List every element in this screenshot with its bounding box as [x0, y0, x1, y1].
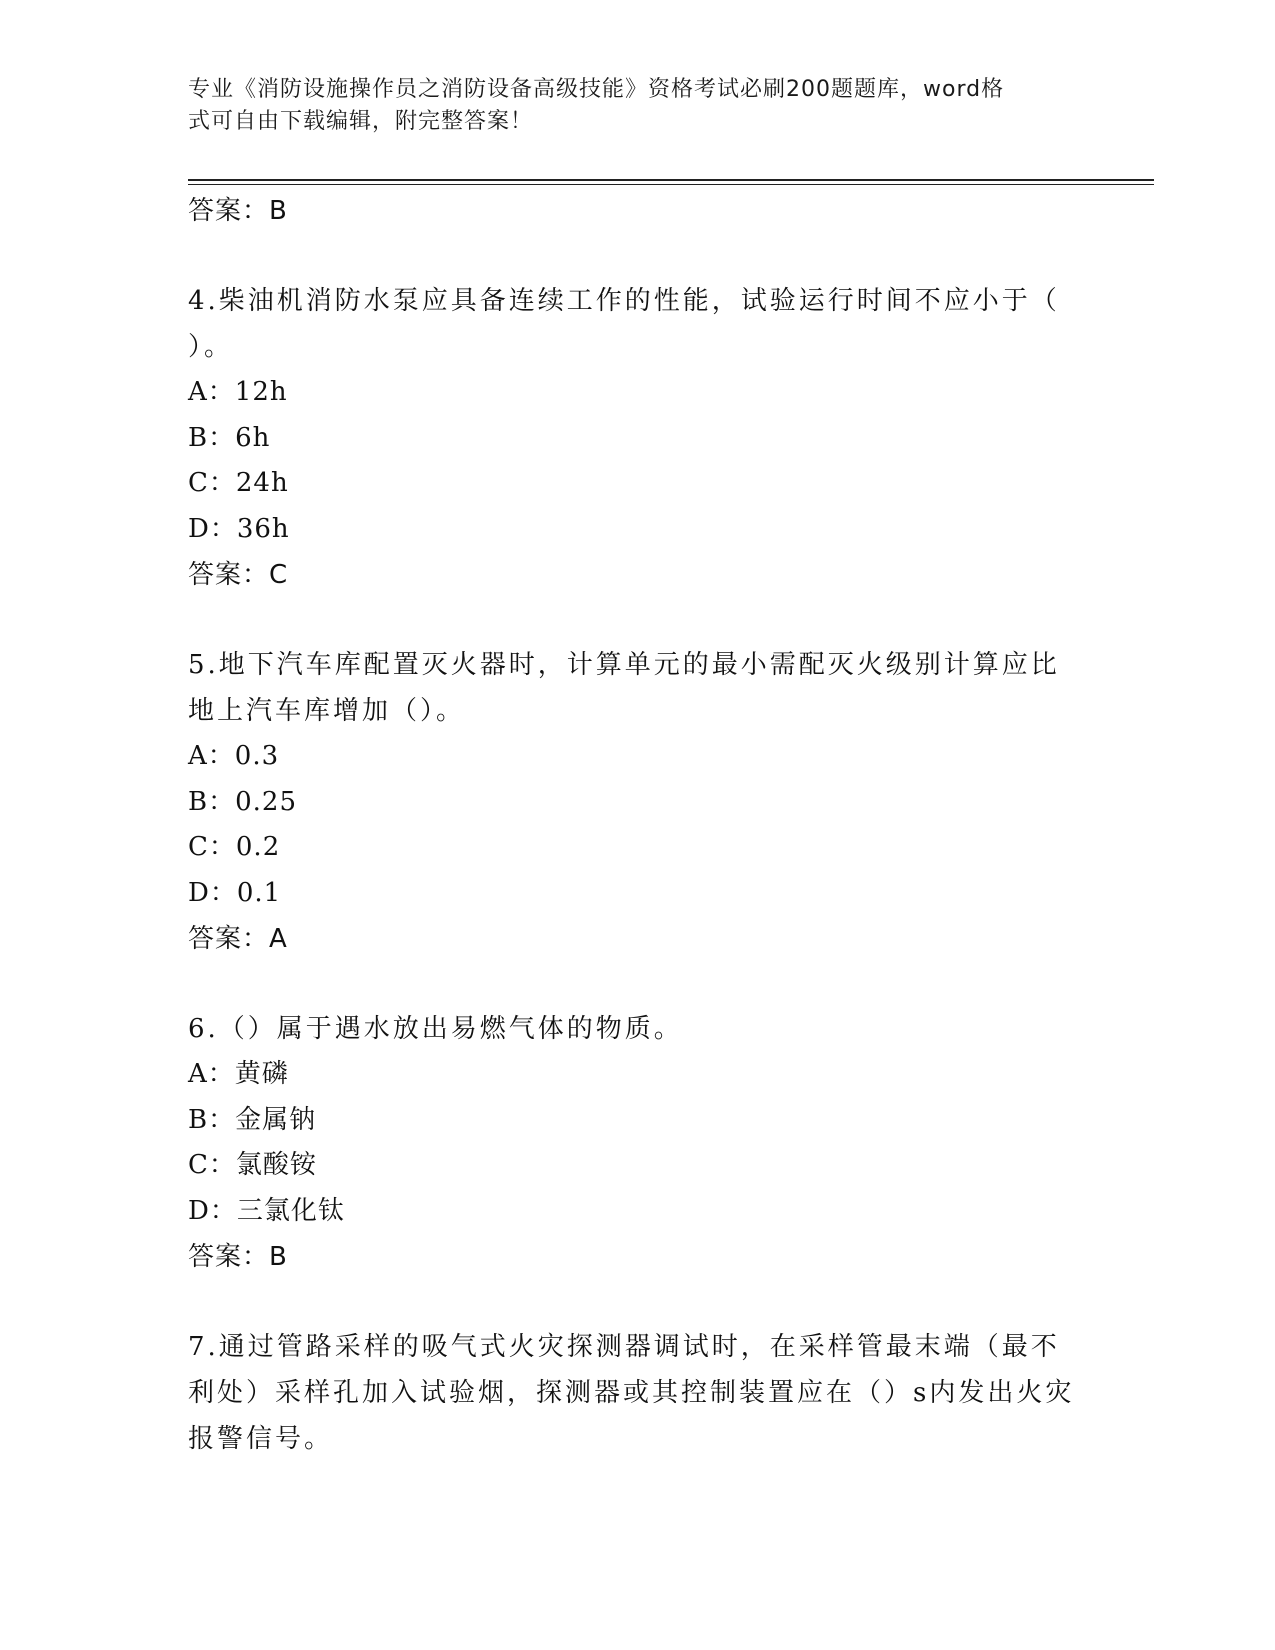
- question-block: [188, 1324, 1088, 1462]
- question-line: 利处）采样孔加入试验烟，探测器或其控制装置应在（）s内发出火灾: [188, 1378, 1075, 1408]
- option-b: B：0.25: [188, 786, 297, 817]
- header-line-2: 式可自由下载编辑，附完整答案！: [188, 109, 534, 134]
- question-block: [188, 1006, 1088, 1280]
- document-header: [188, 74, 1068, 138]
- question-line: ）。: [188, 332, 234, 362]
- header-rule-thick: [188, 179, 1154, 181]
- answer-line: 答案：B: [188, 1242, 288, 1272]
- question-text: [188, 278, 1088, 370]
- option-a: A：0.3: [188, 741, 280, 771]
- question-line: 7.通过管路采样的吸气式火灾探测器调试时，在采样管最末端（最不: [188, 1332, 1060, 1362]
- question-block: [188, 278, 1088, 598]
- answer-line: 答案：A: [188, 924, 288, 954]
- header-rule-thin: [188, 184, 1154, 185]
- option-c: C：24h: [188, 468, 289, 498]
- option-b: B：6h: [188, 422, 271, 453]
- option-d: D：36h: [188, 513, 290, 544]
- question-text: [188, 1324, 1088, 1462]
- question-line: 地上汽车库增加（）。: [188, 696, 466, 726]
- answer-line: 答案：C: [188, 560, 289, 590]
- option-c: C：氯酸铵: [188, 1150, 317, 1180]
- question-line: 6.（）属于遇水放出易燃气体的物质。: [188, 1014, 683, 1044]
- option-b: B：金属钠: [188, 1104, 317, 1135]
- option-c: C：0.2: [188, 832, 281, 862]
- question-block: [188, 642, 1088, 962]
- option-a: A：黄磷: [188, 1059, 289, 1089]
- question-text: [188, 1006, 1088, 1052]
- option-a: A：12h: [188, 377, 288, 407]
- question-line: 报警信号。: [188, 1424, 334, 1454]
- question-line: 4.柴油机消防水泵应具备连续工作的性能，试验运行时间不应小于（: [188, 286, 1060, 316]
- answer-line: 答案：B: [188, 196, 288, 226]
- question-line: 5.地下汽车库配置灭火器时，计算单元的最小需配灭火级别计算应比: [188, 650, 1060, 680]
- document-content: [188, 188, 1088, 1462]
- header-line-1: 专业《消防设施操作员之消防设备高级技能》资格考试必刷200题题库，word格: [188, 77, 1005, 102]
- option-d: D：三氯化钛: [188, 1195, 345, 1226]
- question-text: [188, 642, 1088, 734]
- option-d: D：0.1: [188, 877, 282, 908]
